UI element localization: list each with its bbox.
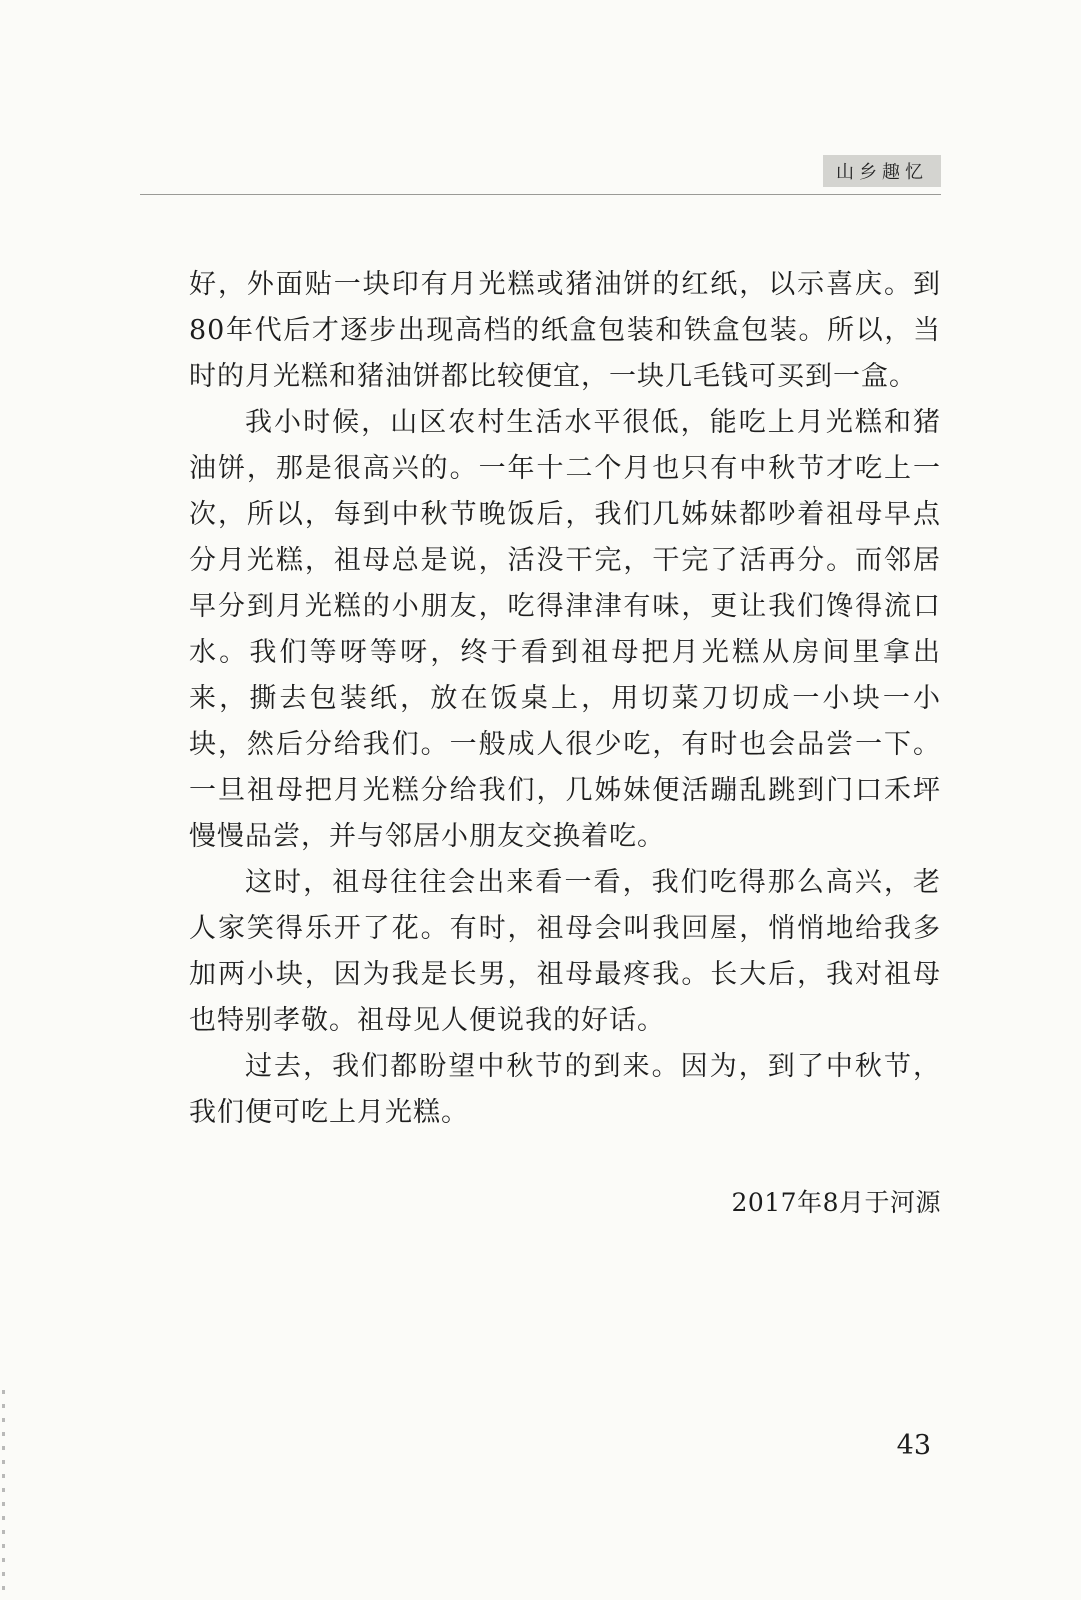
running-header: 山乡趣忆 — [823, 155, 941, 187]
page-number: 43 — [896, 1430, 931, 1461]
header-rule — [140, 194, 941, 195]
paragraph: 我小时候，山区农村生活水平很低，能吃上月光糕和猪油饼，那是很高兴的。一年十二个月也只有中秋节才吃上一次，所以，每到中秋节晚饭后，我们几姊妹都吵着祖母早点分月光糕，祖母总是说，活没干完，干完了活再分。而邻居早分到月光糕的小朋友，吃得津津有味，更让我们馋得流口水。我们等呀等呀，终于看到祖母把月光糕从房间里拿出来，撕去包装纸，放在饭桌上，用切菜刀切成一小块一小块，然后分给我们。一般成人很少吃，有时也会品尝一下。一旦祖母把月光糕分给我们，几姊妹便活蹦乱跳到门口禾坪慢慢品尝，并与邻居小朋友交换着吃。 — [189, 407, 941, 852]
paragraph: 这时，祖母往往会出来看一看，我们吃得那么高兴，老人家笑得乐开了花。有时，祖母会叫我回屋，悄悄地给我多加两小块，因为我是长男，祖母最疼我。长大后，我对祖母也特别孝敬。祖母见人便说我的好话。 — [189, 867, 941, 1036]
paragraph-continued: 好，外面贴一块印有月光糕或猪油饼的红纸，以示喜庆。到80年代后才逐步出现高档的纸盒包装和铁盒包装。所以，当时的月光糕和猪油饼都比较便宜，一块几毛钱可买到一盒。 — [189, 269, 941, 392]
paragraph: 过去，我们都盼望中秋节的到来。因为，到了中秋节，我们便可吃上月光糕。 — [189, 1051, 941, 1128]
body-text — [189, 262, 941, 1136]
date-place-signature: 2017年8月于河源 — [731, 1188, 941, 1217]
scan-edge-marks — [2, 1390, 5, 1600]
